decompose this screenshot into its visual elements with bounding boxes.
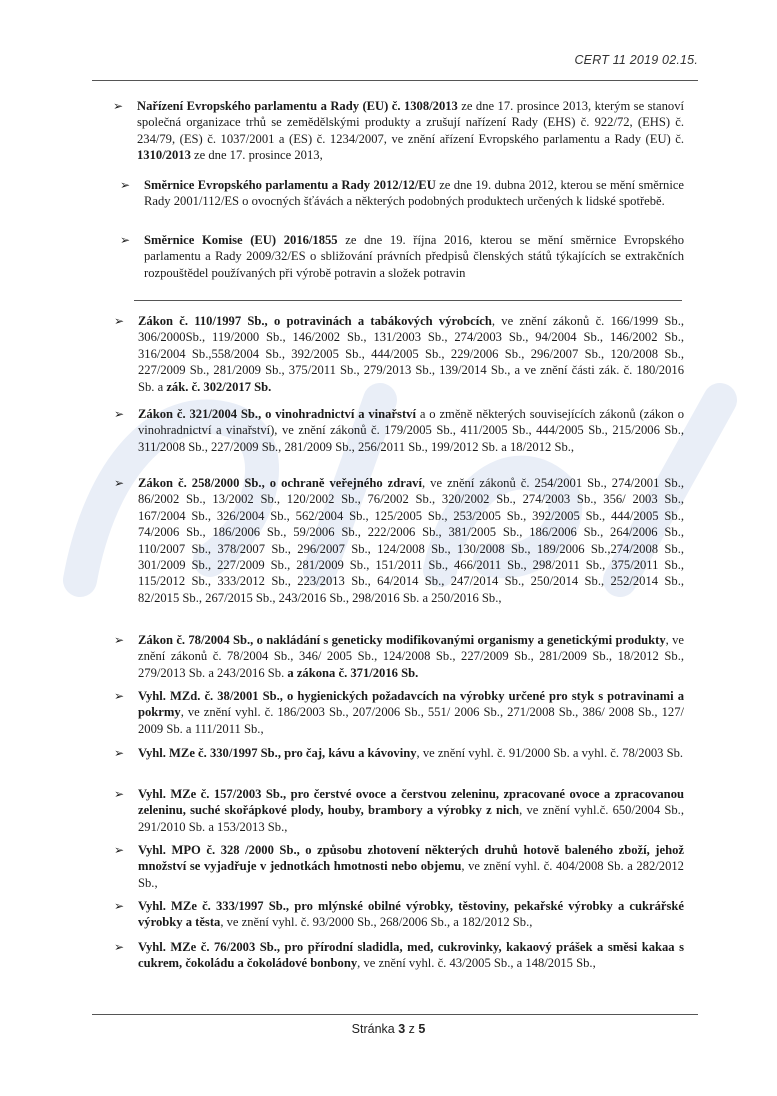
- arrow-bullet-icon: ➢: [114, 689, 125, 703]
- regulation-item: [120, 232, 684, 281]
- item-text-end: ze dne 17. prosince 2013,: [190, 148, 323, 163]
- item-text: , ve znění zákonů č. 166/1999 Sb., 306/2000Sb., 119/2000 Sb., 146/2002 Sb., 131/2003 Sb., 274/2003 Sb., 94/2004 Sb., 146/2002 Sb., 316/2004 Sb.,558/2004 Sb., 392/2005 Sb., 444/2005 Sb., 229/2006 Sb., 296/2007 Sb., 120/2008 Sb., 227/2009 Sb., 281/2009 Sb., 375/2011 Sb., 279/2013 Sb., 139/2014 Sb., a ve znění části zák. č. 180/2016 Sb. a: [138, 314, 685, 394]
- regulation-item: [114, 688, 684, 737]
- document-code: CERT 11 2019 02.15.: [574, 53, 698, 67]
- item-text: , ve znění vyhl. č. 93/2000 Sb., 268/2006 Sb., a 182/2012 Sb.,: [220, 915, 533, 930]
- item-bold-text: 1310/2013: [137, 148, 191, 163]
- item-text: ze dne 17. prosince 2013, kterým se stanoví společná organizace trhů se zemědělskými produkty a zrušují nařízení Rady (EHS) č. 922/72, (EHS) č. 234/79, (ES) č. 1037/2001 a (ES) č. 1234/2007, ve znění ařízení Evropského parlamentu a Rady (EU) č.: [137, 99, 684, 146]
- item-title: Zákon č. 258/2000 Sb., o ochraně veřejného zdraví: [138, 476, 422, 490]
- current-page: 3: [398, 1022, 406, 1036]
- item-title: Směrnice Evropského parlamentu a Rady 2012/12/EU: [144, 178, 436, 192]
- arrow-bullet-icon: ➢: [114, 746, 125, 760]
- item-title: Vyhl. MPO č. 328 /2000 Sb., o způsobu zhotovení některých druhů hotově baleného zboží, jehož množství se vyjadřuje v jednotkách hmotnosti nebo objemu: [138, 843, 684, 874]
- regulation-item: [113, 98, 684, 164]
- regulation-item: [114, 786, 684, 835]
- item-title: Vyhl. MZe č. 76/2003 Sb., pro přírodní sladidla, med, cukrovinky, kakaový prášek a směsi kakaa s cukrem, čokoládu a čokoládové bonbony: [138, 940, 684, 971]
- section-divider: [134, 300, 682, 301]
- arrow-bullet-icon: ➢: [114, 940, 125, 954]
- regulation-item: [114, 475, 685, 606]
- item-text: , ve znění vyhl. č. 404/2008 Sb. a 282/2012 Sb.,: [138, 859, 684, 890]
- item-bold-text: zák. č. 302/2017 Sb.: [166, 379, 272, 394]
- regulation-item: [114, 842, 684, 891]
- footer-divider: [92, 1014, 698, 1015]
- regulation-item: [120, 177, 684, 210]
- item-title: Vyhl. MZe č. 330/1997 Sb., pro čaj, kávu a kávoviny: [138, 746, 417, 760]
- item-title: Nařízení Evropského parlamentu a Rady (EU) č. 1308/2013: [137, 99, 458, 113]
- item-text: , ve znění zákonů č. 78/2004 Sb., 346/ 2005 Sb., 124/2008 Sb., 227/2009 Sb., 281/2009 Sb., 18/2012 Sb., 279/2013 Sb. a 243/2016 Sb.: [138, 633, 684, 680]
- regulation-item: [114, 745, 684, 761]
- item-title: Zákon č. 110/1997 Sb., o potravinách a tabákových výrobcích: [138, 314, 492, 328]
- page-separator: z: [408, 1022, 415, 1036]
- item-text: a o změně některých souvisejících zákonů (zákon o vinohradnictví a vinařství), ve znění zákonů č. 179/2005 Sb., 411/2005 Sb., 444/2005 Sb., 215/2006 Sb., 311/2008 Sb., 227/2009 Sb., 281/2009 Sb., 256/2011 Sb., 199/2012 Sb. a 18/2012 Sb.,: [138, 407, 684, 454]
- total-pages: 5: [418, 1022, 426, 1036]
- arrow-bullet-icon: ➢: [120, 178, 131, 192]
- arrow-bullet-icon: ➢: [120, 233, 131, 247]
- arrow-bullet-icon: ➢: [114, 314, 125, 328]
- item-bold-text: a zákona č. 371/2016 Sb.: [287, 665, 419, 680]
- item-title: Vyhl. MZe č. 333/1997 Sb., pro mlýnské obilné výrobky, těstoviny, pekařské výrobky a cukrářské výrobky a těsta: [138, 899, 684, 930]
- item-text: , ve znění vyhl. č. 186/2003 Sb., 207/2006 Sb., 551/ 2006 Sb., 271/2008 Sb., 386/ 2008 Sb., 127/ 2009 Sb. a 111/2011 Sb.,: [138, 705, 684, 736]
- regulation-item: [114, 313, 685, 395]
- arrow-bullet-icon: ➢: [114, 476, 125, 490]
- item-text: ze dne 19. října 2016, kterou se mění směrnice Evropského parlamentu a Rady 2009/32/ES o sbližování právních předpisů členských států týkajících se extrakčních rozpouštědel používaných při výrobě potravin a složek potravin: [144, 233, 684, 280]
- arrow-bullet-icon: ➢: [114, 843, 125, 857]
- header-divider: [92, 80, 698, 81]
- page-label: Stránka: [351, 1022, 395, 1036]
- arrow-bullet-icon: ➢: [114, 787, 125, 801]
- item-text: , ve znění zákonů č. 254/2001 Sb., 274/2001 Sb., 86/2002 Sb., 13/2002 Sb., 120/2002 Sb., 76/2002 Sb., 320/2002 Sb., 274/2003 Sb., 356/ 2003 Sb., 167/2004 Sb., 326/2004 Sb., 562/2004 Sb., 125/2005 Sb., 253/2005 Sb., 392/2005 Sb., 444/2005 Sb., 74/2006 Sb., 186/2006 Sb., 59/2006 Sb., 222/2006 Sb., 381/2005 Sb., 186/2006 Sb., 264/2006 Sb., 110/2007 Sb., 378/2007 Sb., 296/2007 Sb., 124/2008 Sb., 130/2008 Sb., 189/2006 Sb.,274/2008 Sb., 301/2009 Sb., 227/2009 Sb., 281/2009 Sb., 151/2011 Sb., 466/2011 Sb., 298/2011 Sb., 375/2011 Sb., 115/2012 Sb., 333/2012 Sb., 223/2013 Sb., 64/2014 Sb., 247/2014 Sb., 250/2014 Sb., 252/2014 Sb., 82/2015 Sb., 267/2015 Sb., 243/2016 Sb., 298/2016 Sb. a 250/2016 Sb.,: [138, 476, 685, 605]
- regulation-item: [114, 406, 684, 455]
- item-title: Zákon č. 78/2004 Sb., o nakládání s geneticky modifikovanými organismy a genetickými produkty: [138, 633, 666, 647]
- regulation-item: [114, 939, 684, 972]
- item-title: Směrnice Komise (EU) 2016/1855: [144, 233, 338, 247]
- item-title: Vyhl. MZe č. 157/2003 Sb., pro čerstvé ovoce a čerstvou zeleninu, zpracované ovoce a zpracovanou zeleninu, suché skořápkové plody, houby, brambory a výrobky z nich: [138, 787, 684, 818]
- item-text: , ve znění vyhl. č. 43/2005 Sb., a 148/2015 Sb.,: [357, 956, 596, 971]
- arrow-bullet-icon: ➢: [114, 407, 125, 421]
- item-text: ze dne 19. dubna 2012, kterou se mění směrnice Rady 2001/112/ES o ovocných šťávách a některých podobných produktech určených k lidské spotřebě.: [144, 178, 684, 209]
- arrow-bullet-icon: ➢: [113, 99, 124, 113]
- arrow-bullet-icon: ➢: [114, 633, 125, 647]
- item-text: , ve znění vyhl. č. 91/2000 Sb. a vyhl. č. 78/2003 Sb.: [416, 746, 684, 760]
- arrow-bullet-icon: ➢: [114, 899, 125, 913]
- regulation-item: [114, 898, 684, 931]
- item-title: Zákon č. 321/2004 Sb., o vinohradnictví a vinařství: [138, 407, 416, 421]
- item-text: , ve znění vyhl.č. 650/2004 Sb., 291/2010 Sb. a 153/2013 Sb.,: [138, 803, 684, 834]
- page-number: [0, 1022, 777, 1036]
- regulation-item: [114, 632, 684, 681]
- item-title: Vyhl. MZd. č. 38/2001 Sb., o hygienických požadavcích na výrobky určené pro styk s potravinami a pokrmy: [138, 689, 684, 720]
